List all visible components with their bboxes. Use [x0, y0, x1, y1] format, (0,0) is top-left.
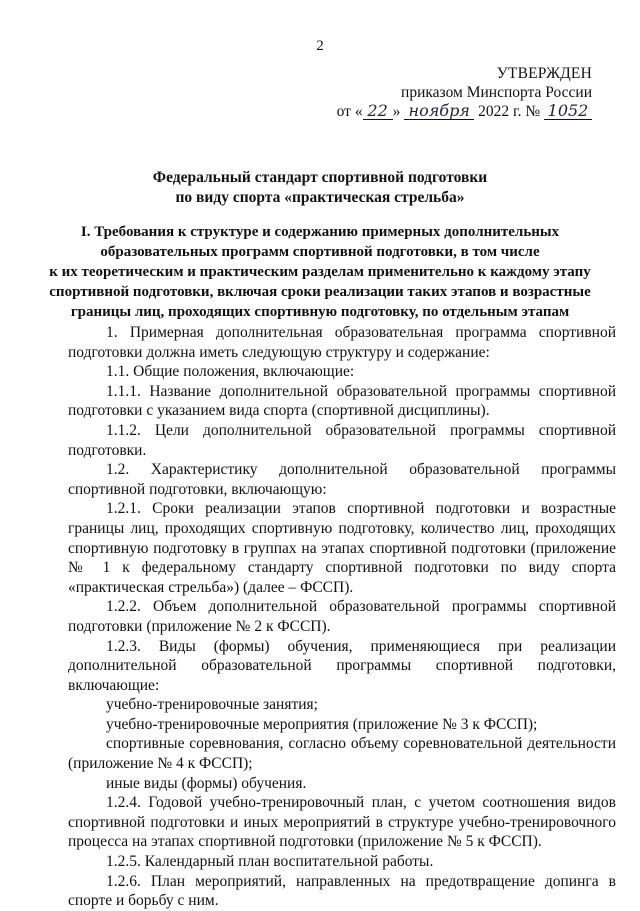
approval-order: приказом Минспорта России [401, 84, 592, 101]
date-prefix: от « [336, 103, 363, 120]
section-heading-line: образовательных программ спортивной подготовки, в том числе [100, 244, 540, 260]
date-suffix: 2022 г. № [478, 103, 541, 120]
handwritten-month: ноября [404, 103, 474, 120]
paragraph: 1.2.4. Годовой учебно-тренировочный план, с учетом соотношения видов спортивной подготовки и иных мероприятий в структуре учебно-тренировочного процесса на этапах спортивной подготовки (приложение № 5 к ФССП). [68, 794, 616, 851]
approval-date-line [302, 102, 592, 121]
approval-heading: УТВЕРЖДЕН [496, 65, 592, 82]
paragraph: учебно-тренировочные занятия; [106, 696, 318, 714]
document-title [40, 168, 600, 207]
paragraph: 1.1.1. Название дополнительной образовательной программы спортивной подготовки с указанием вида спорта (спортивной дисциплины). [68, 382, 616, 420]
section-heading-line: границы лиц, проходящих спортивную подготовку, по отдельным этапам [70, 304, 570, 320]
date-mid: » [392, 103, 401, 120]
section-heading-line: I. Требования к структуре и содержанию примерных дополнительных [80, 224, 560, 240]
document-body [68, 323, 616, 911]
section-heading-line: к их теоретическим и практическим разделам применительно к каждому этапу [49, 264, 591, 280]
handwritten-order-number: 1052 [544, 103, 592, 120]
page-number: 2 [316, 38, 324, 54]
paragraph: 1.2.5. Календарный план воспитательной работы. [106, 853, 434, 871]
paragraph: 1.2.6. План мероприятий, направленных на предотвращение допинга в спорте и борьбу с ним. [68, 872, 616, 910]
paragraph: 1. Примерная дополнительная образовательная программа спортивной подготовки должна иметь следующую структуру и содержание: [68, 324, 616, 361]
paragraph: 1.1.2. Цели дополнительной образовательной программы спортивной подготовки. [68, 421, 616, 459]
paragraph: спортивные соревнования, согласно объему соревновательной деятельности (приложение № 4 к ФССП); [68, 735, 616, 773]
section-heading-line: спортивной подготовки, включая сроки реализации таких этапов и возрастные [49, 284, 591, 300]
paragraph: 1.2.3. Виды (формы) обучения, применяющиеся при реализации дополнительной образовательной программы спортивной подготовки, включающие: [68, 637, 616, 694]
handwritten-day: 22 [363, 103, 393, 120]
paragraph: иные виды (формы) обучения. [106, 774, 307, 792]
paragraph: 1.1. Общие положения, включающие: [106, 363, 355, 381]
approval-block [302, 64, 592, 121]
paragraph: учебно-тренировочные мероприятия (приложение № 3 к ФССП); [106, 715, 538, 733]
paragraph: 1.2.2. Объем дополнительной образовательной программы спортивной подготовки (приложение № 2 к ФССП). [68, 598, 616, 635]
section-heading [40, 222, 600, 322]
title-line-1: Федеральный стандарт спортивной подготовки [152, 169, 488, 186]
title-line-2: по виду спорта «практическая стрельба» [175, 188, 465, 206]
paragraph: 1.2. Характеристику дополнительной образовательной программы спортивной подготовки, включающую: [68, 461, 616, 498]
paragraph: 1.2.1. Сроки реализации этапов спортивной подготовки и возрастные границы лиц, проходящих спортивную подготовку, количество лиц, проходящих спортивную подготовку в группах на этапах спортивной подготовки (приложение № 1 к федеральному стандарту спортивной подготовки по виду спорта «практическая стрельба») (далее – ФССП). [68, 500, 616, 596]
